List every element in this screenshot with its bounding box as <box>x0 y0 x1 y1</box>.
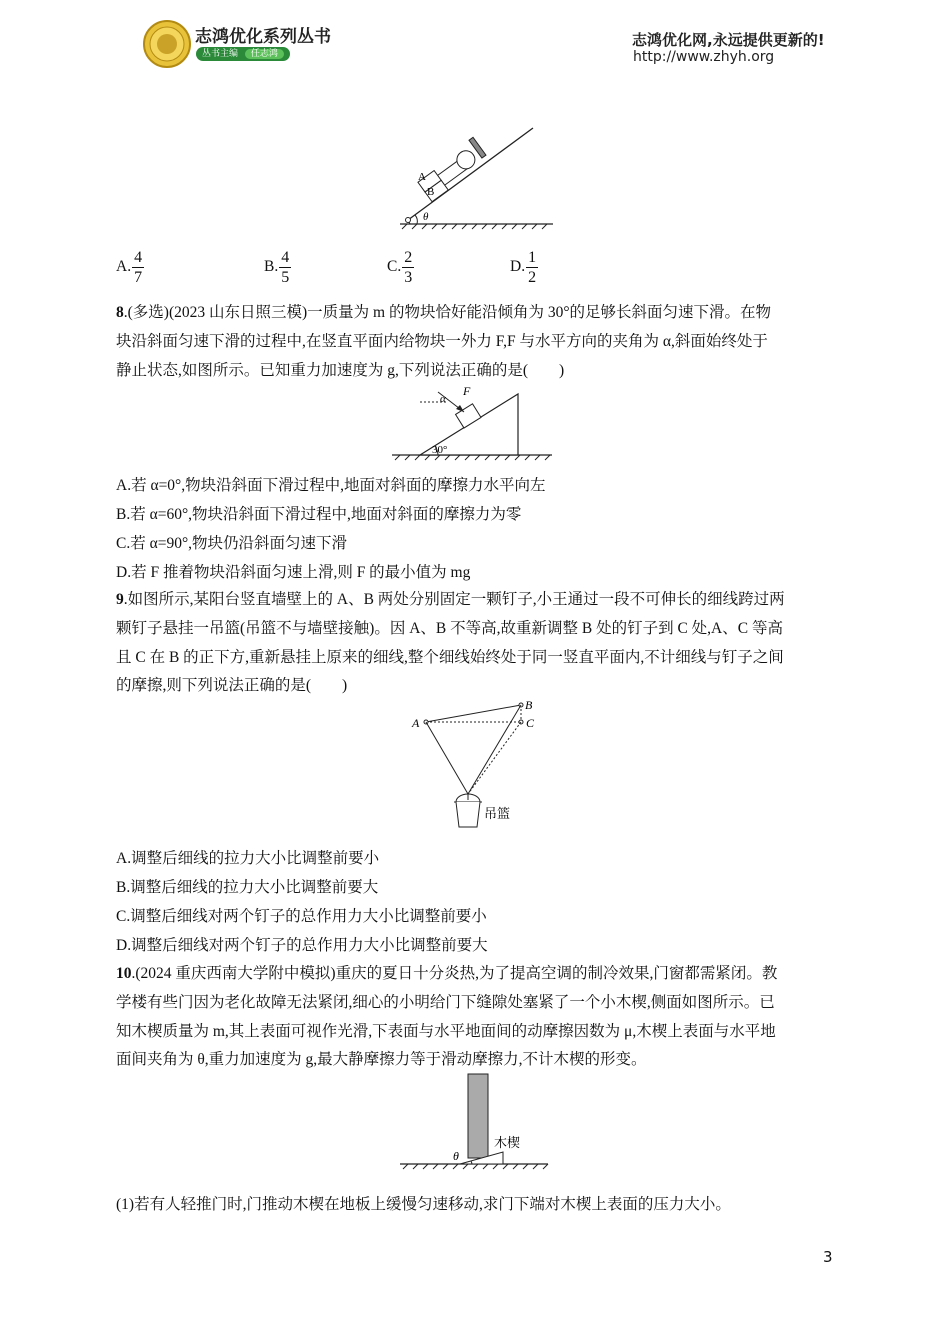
q10-fig-label-wedge: 木楔 <box>494 1135 521 1150</box>
q8-option-a[interactable]: A.若 α=0°,物块沿斜面下滑过程中,地面对斜面的摩擦力水平向左 <box>116 477 546 494</box>
fig-top-label-a: A <box>418 171 426 183</box>
figure-incline-ab <box>395 120 560 230</box>
figure-q8-incline <box>390 380 560 462</box>
q9-fig-label-c: C <box>526 716 535 730</box>
editor-badge <box>196 47 290 61</box>
q7-option-a[interactable]: A. $\frac{4}{7}$ <box>116 249 143 286</box>
q7-option-b[interactable]: B. $\frac{4}{5}$ <box>264 249 290 286</box>
q9-option-d[interactable]: D.调整后细线对两个钉子的总作用力大小比调整前要大 <box>116 937 488 954</box>
fig-top-label-theta: θ <box>423 211 429 223</box>
series-title: 志鸿优化系列丛书 <box>195 27 331 47</box>
q8-fig-label-angle: 30° <box>432 444 448 456</box>
publisher-logo-icon <box>143 20 191 68</box>
q10-stem: 10.(2024 重庆西南大学附中模拟)重庆的夏日十分炎热,为了提高空调的制冷效果,门窗都需紧闭。教 学楼有些门因为老化故障无法紧闭,细心的小明给门下缝隙处塞紧了一个小木楔,侧面如图所示。已 知木楔质量为 m,其上表面可视作光滑,下表面与水平地面间的动摩擦因数为 μ,木楔上表面与水平地 面间夹角为 θ,重力加速度为 g,最大静摩擦力等于滑动摩擦力,不计木楔的形变。 <box>116 965 778 1069</box>
q10-sub1: (1)若有人轻推门时,门推动木楔在地板上缓慢匀速移动,求门下端对木楔上表面的压力大小。 <box>116 1196 731 1213</box>
q8-fig-label-alpha: α <box>440 393 446 405</box>
page-number: 3 <box>823 1248 833 1266</box>
editor-label: 丛书主编 <box>202 49 239 59</box>
header-url[interactable]: http://www.zhyh.org <box>633 49 775 65</box>
q9-fig-label-basket: 吊篮 <box>484 806 511 821</box>
q9-option-c[interactable]: C.调整后细线对两个钉子的总作用力大小比调整前要小 <box>116 908 487 925</box>
q7-option-c[interactable]: C. $\frac{2}{3}$ <box>387 249 413 286</box>
q8-stem: 8.(多选)(2023 山东日照三模)一质量为 m 的物块恰好能沿倾角为 30°的足够长斜面匀速下滑。在物 块沿斜面匀速下滑的过程中,在竖直平面内给物块一外力 F,F 与水平方向的夹角为 α,斜面始终处于 静止状态,如图所示。已知重力加速度为 g,下列说法正确的是( ) <box>116 304 772 379</box>
q9-fig-label-a: A <box>412 716 420 730</box>
figure-q9-basket <box>408 694 558 832</box>
q9-fig-label-b: B <box>525 698 533 712</box>
fig-top-label-b: B <box>427 186 435 198</box>
header-slogan: 志鸿优化网,永远提供更新的! <box>632 31 825 49</box>
editor-name: 任志鸿 <box>245 49 284 59</box>
q8-option-d[interactable]: D.若 F 推着物块沿斜面匀速上滑,则 F 的最小值为 mg <box>116 564 471 581</box>
q9-option-a[interactable]: A.调整后细线的拉力大小比调整前要小 <box>116 850 380 867</box>
q10-fig-label-theta: θ <box>453 1149 459 1163</box>
q8-option-c[interactable]: C.若 α=90°,物块仍沿斜面匀速下滑 <box>116 535 348 552</box>
q9-option-b[interactable]: B.调整后细线的拉力大小比调整前要大 <box>116 879 379 896</box>
q9-stem: 9.如图所示,某阳台竖直墙壁上的 A、B 两处分别固定一颗钉子,小王通过一段不可伸长的细线跨过两 颗钉子悬挂一吊篮(吊篮不与墙壁接触)。因 A、B 不等高,故重新调整 B 处的钉子到 C 处,A、C 等高 且 C 在 B 的正下方,重新悬挂上原来的细线,整个细线始终处于同一竖直平面内,不计细线与钉子之间 的摩擦,则下列说法正确的是( ) <box>116 591 785 695</box>
q7-option-d[interactable]: D. $\frac{1}{2}$ <box>510 249 537 286</box>
q8-option-b[interactable]: B.若 α=60°,物块沿斜面下滑过程中,地面对斜面的摩擦力为零 <box>116 506 522 523</box>
q8-fig-label-f: F <box>463 384 471 398</box>
figure-q10-wedge <box>398 1072 553 1172</box>
